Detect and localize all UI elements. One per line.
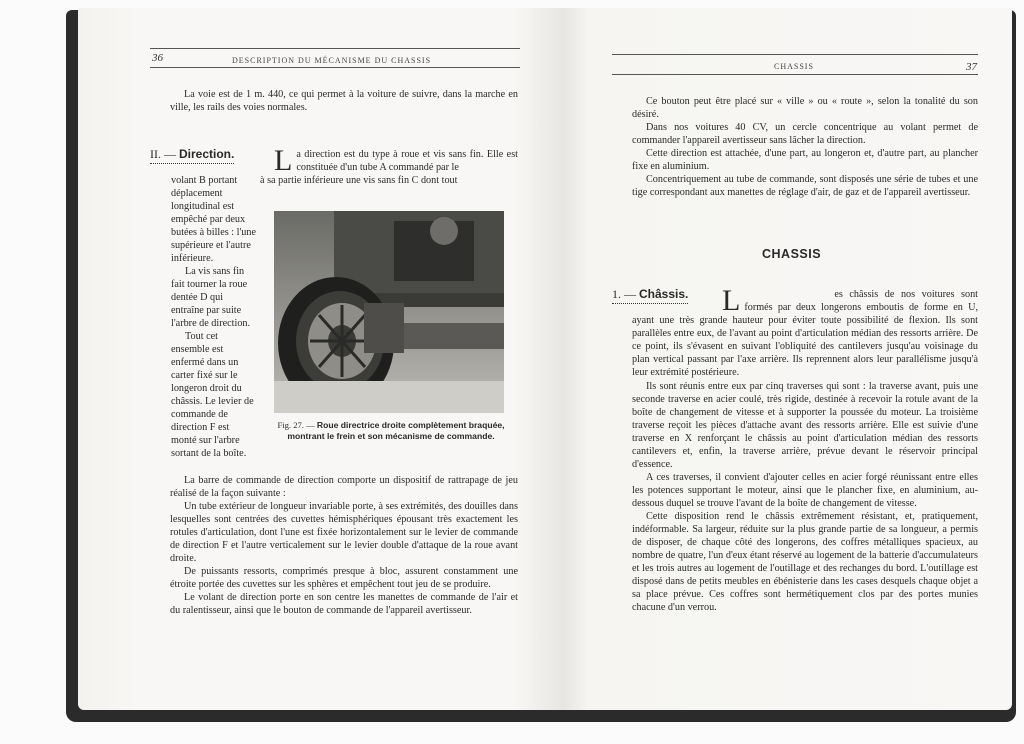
section-title-right: Châssis. bbox=[639, 287, 689, 301]
drop-cap-right: L bbox=[722, 284, 741, 317]
side-paragraph-2: La vis sans fin fait tourner la roue dentée D qui entraîne par suite l'arbre de direction. bbox=[171, 266, 251, 329]
right-page bbox=[562, 8, 1012, 710]
header-rule-bottom bbox=[150, 67, 520, 68]
running-head-left: DESCRIPTION DU MÉCANISME DU CHASSIS bbox=[232, 56, 432, 65]
drop-cap: L bbox=[274, 144, 293, 177]
header-rule-top-right bbox=[612, 54, 978, 55]
body-paragraph-3: De puissants ressorts, comprimés presque à bloc, assurent constamment une étroite portée des cuvettes sur les sphères et empêchent tout jeu de se produire. bbox=[170, 566, 518, 590]
section-first-lines: a direction est du type à roue et vis sans fin. Elle est constituée d'un tube A commandé par le bbox=[296, 149, 518, 173]
chassis-intro bbox=[632, 284, 978, 379]
figure-27-photo bbox=[274, 211, 504, 413]
side-paragraph-1: volant B portant déplacement longitudinal est empêché par deux butées à billes : l'une supérieure et l'autre inférieure. bbox=[171, 175, 257, 264]
right-paragraph-3: Cette direction est attachée, d'une part, au longeron et, d'autre part, au plancher fixe en aluminium. bbox=[632, 148, 978, 172]
figure-caption bbox=[274, 420, 508, 442]
body-paragraph-2: Un tube extérieur de longueur invariable porte, à ses extrémités, des douilles dans lesquelles sont centrées des cuvettes hémisphériques épousant très exactement les rotules d'articulation, dont l'une est fixée horizontalement sur le levier de commande de direction F et l'autre verticalement sur le levier double d'attaque de la roue avant droite. bbox=[170, 501, 518, 564]
running-head-right: CHASSIS bbox=[774, 62, 814, 71]
chassis-paragraph-3: Cette disposition rend le châssis extrêmement résistant, et, pratiquement, indéformable. Sa largeur, réduite sur la plus grande partie de sa longueur, a permis de disposer, de chaque côté des longerons, des coffres métalliques spacieux, au nombre de quatre, l'un d'eux étant réservé au logement de la batterie d'accumulateurs et les trois autres au logement de l'outillage et des rechanges du bord. L'outillage est disposé dans de petits meubles en ébénisterie dans les cases desquels chaque objet a sa place prévue. Ces coffres sont hermétiquement clos par des portes munies chacune d'un verrou. bbox=[632, 511, 978, 613]
header-rule-bottom-right bbox=[612, 74, 978, 75]
chassis-paragraph-2: A ces traverses, il convient d'ajouter celles en acier forgé réunissant entre elles les potences supportant le moteur, ainsi que le plancher fixe, en aluminium, au-dessous duquel se trouve l'avant de la boîte de changement de vitesse. bbox=[632, 472, 978, 509]
section-heading-direction bbox=[150, 147, 234, 164]
opening-paragraph bbox=[170, 88, 518, 114]
direction-body bbox=[170, 474, 518, 617]
body-paragraph-4: Le volant de direction porte en son centre les manettes de commande de l'air et du ralentisseur, ainsi que le bouton de commande de l'appareil avertisseur. bbox=[170, 592, 518, 616]
page-number-right: 37 bbox=[966, 61, 977, 73]
section-number-right: 1. — bbox=[612, 287, 636, 301]
opening-text: La voie est de 1 m. 440, ce qui permet à la voiture de suivre, dans la marche en ville, les rails des voies normales. bbox=[170, 89, 518, 113]
section-title: Direction. bbox=[179, 147, 235, 161]
figure-label: Fig. 27. — bbox=[277, 420, 315, 430]
chapter-title: CHASSIS bbox=[762, 247, 822, 261]
right-paragraph-2: Dans nos voitures 40 CV, un cercle concentrique au volant permet de commander l'appareil avertisseur sans lâcher la direction. bbox=[632, 122, 978, 146]
section-number: II. — bbox=[150, 147, 176, 161]
side-column bbox=[171, 174, 257, 460]
section-second-line-text: à sa partie inférieure une vis sans fin C dont tout bbox=[260, 175, 458, 186]
left-page bbox=[78, 8, 564, 710]
section-intro bbox=[274, 144, 518, 177]
page-number-left: 36 bbox=[152, 52, 163, 64]
chassis-paragraph-1: Ils sont réunis entre eux par cinq traverses qui sont : la traverse avant, puis une seconde traverse en acier coulé, très rigide, destinée à recevoir la rotule avant de la boîte de changement de vitesse et à supporter la poussée du moteur. La troisième traverse reçoit les pièces d'attache avant des ressorts arrière. Elle est suivie d'une traverse en X renforçant le châssis au point d'articulation médian des ressorts cantilevers et, enfin, la traverse arrière, prévue devant le réservoir principal d'essence. bbox=[632, 381, 978, 470]
chassis-body bbox=[632, 380, 978, 614]
figure-caption-text: Roue directrice droite complètement braquée, montrant le frein et son mécanisme de commande. bbox=[287, 420, 505, 441]
continued-text bbox=[632, 95, 978, 199]
body-paragraph-1: La barre de commande de direction comporte un dispositif de rattrapage de jeu réalisé de la façon suivante : bbox=[170, 475, 518, 499]
right-paragraph-4: Concentriquement au tube de commande, sont disposés une série de tubes et une tige correspondant aux manettes de réglage d'air, de gaz et de l'appareil avertisseur. bbox=[632, 174, 978, 198]
side-paragraph-3: Tout cet ensemble est enfermé dans un carter fixé sur le longeron droit du châssis. Le levier de commande de direction F est monté sur l'arbre sortant de la boîte. bbox=[171, 331, 254, 459]
chassis-first-lines: es châssis de nos voitures sont formés par deux longerons emboutis de forme en U, ayant une très grande hauteur pour éviter toute possibilité de flexion. Ils sont parallèles entre eux, de l'avant au point d'articulation médian des ressorts arrière. De ce point, ils s'évasent en suivant l'obliquité des cantilevers jusqu'au voisinage du plan vertical passant par l'axe arrière. Ils reprennent alors leur parallélisme jusqu'à leur extrémité postérieure. bbox=[632, 289, 978, 378]
right-paragraph-1: Ce bouton peut être placé sur « ville » ou « route », selon la tonalité du son désiré. bbox=[632, 96, 978, 120]
section-second-line bbox=[260, 174, 518, 187]
header-rule-top bbox=[150, 48, 520, 49]
